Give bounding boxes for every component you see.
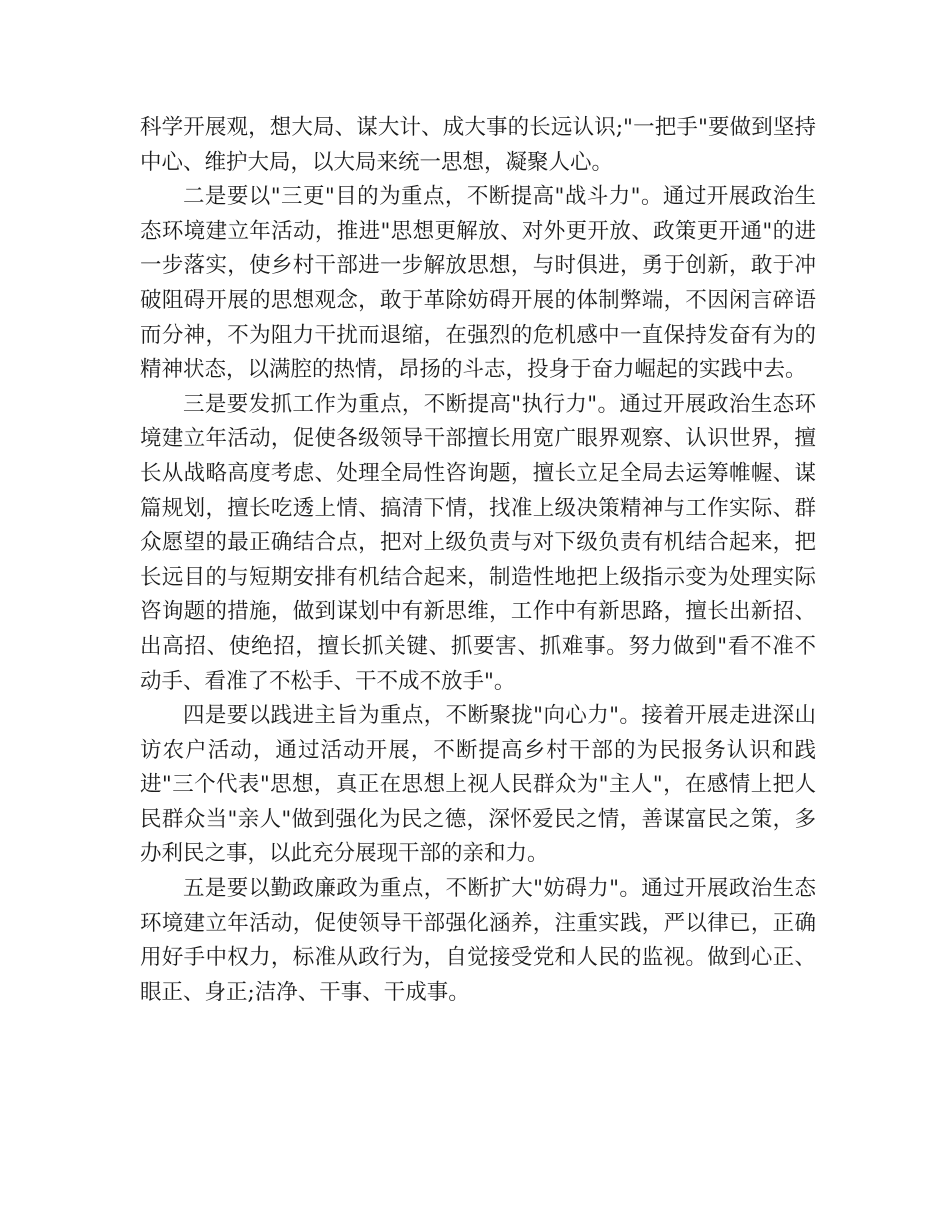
paragraph-continued: 科学开展观，想大局、谋大计、成大事的长远认识;"一把手"要做到坚持中心、维护大局，以大局来统一思想，凝聚人心。 <box>140 115 816 175</box>
document-body <box>140 111 816 1010</box>
paragraph-two: 二是要以"三更"目的为重点，不断提高"战斗力"。通过开展政治生态环境建立年活动，推进"思想更解放、对外更开放、政策更开通"的进一步落实，使乡村干部进一步解放思想，与时俱进，勇于创新，敢于冲破阻碍开展的思想观念，敢于革除妨碍开展的体制弊端，不因闲言碎语而分神，不为阻力干扰而退缩，在强烈的危机感中一直保持发奋有为的精神状态，以满腔的热情，昂扬的斗志，投身于奋力崛起的实践中去。 <box>140 184 816 383</box>
paragraph-five: 五是要以勤政廉政为重点，不断扩大"妨碍力"。通过开展政治生态环境建立年活动，促使领导干部强化涵养，注重实践，严以律已，正确用好手中权力，标准从政行为，自觉接受党和人民的监视。做到心正、眼正、身正;洁净、干事、干成事。 <box>140 876 816 1005</box>
paragraph-three: 三是要发抓工作为重点，不断提高"执行力"。通过开展政治生态环境建立年活动，促使各级领导干部擅长用宽广眼界观察、认识世界，擅长从战略高度考虑、处理全局性咨询题，擅长立足全局去运筹帷幄、谋篇规划，擅长吃透上情、搞清下情，找准上级决策精神与工作实际、群众愿望的最正确结合点，把对上级负责与对下级负责有机结合起来，把长远目的与短期安排有机结合起来，制造性地把上级指示变为处理实际咨询题的措施，做到谋划中有新思维，工作中有新思路，擅长出新招、出高招、使绝招，擅长抓关键、抓要害、抓难事。努力做到"看不准不动手、看准了不松手、干不成不放手"。 <box>140 391 816 694</box>
paragraph-four: 四是要以践进主旨为重点，不断聚拢"向心力"。接着开展走进深山访农户活动，通过活动开展，不断提高乡村干部的为民报务认识和践进"三个代表"思想，真正在思想上视人民群众为"主人"，在感情上把人民群众当"亲人"做到强化为民之德，深怀爱民之情，善谋富民之策，多办利民之事，以此充分展现干部的亲和力。 <box>140 703 816 867</box>
